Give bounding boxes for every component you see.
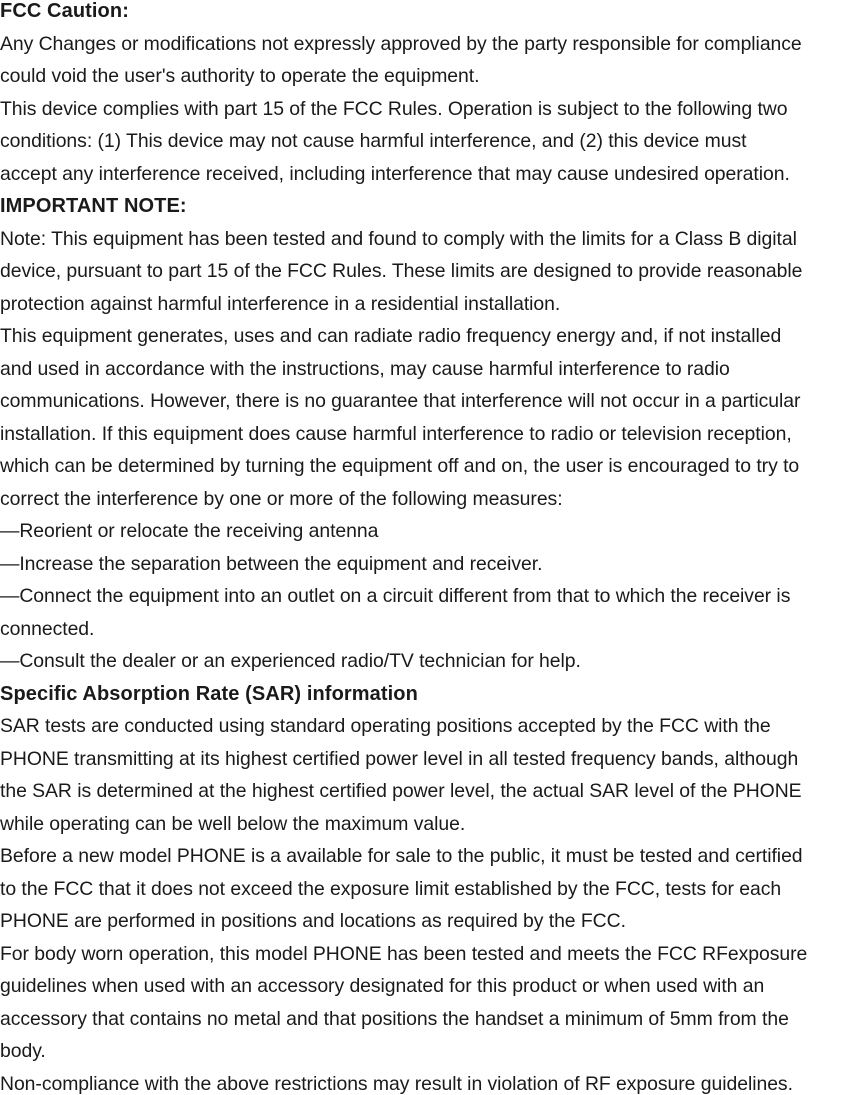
- sar-line: PHONE transmitting at its highest certified power level in all tested frequency bands, although: [0, 748, 799, 770]
- measure-item: —Increase the separation between the equipment and receiver.: [0, 553, 543, 575]
- measure-item: —Connect the equipment into an outlet on a circuit different from that to which the receiver is: [0, 585, 791, 607]
- important-note-line: correct the interference by one or more of the following measures:: [0, 488, 563, 510]
- sar-line: guidelines when used with an accessory designated for this product or when used with an: [0, 975, 765, 997]
- sar-line: Non-compliance with the above restrictions may result in violation of RF exposure guidelines.: [0, 1073, 793, 1095]
- important-note-line: and used in accordance with the instructions, may cause harmful interference to radio: [0, 358, 730, 380]
- fcc-caution-line: This device complies with part 15 of the FCC Rules. Operation is subject to the following two: [0, 98, 788, 120]
- measure-item: —Consult the dealer or an experienced radio/TV technician for help.: [0, 650, 581, 672]
- important-note-line: Note: This equipment has been tested and found to comply with the limits for a Class B digital: [0, 228, 797, 250]
- sar-line: SAR tests are conducted using standard operating positions accepted by the FCC with the: [0, 715, 771, 737]
- measure-item: —Reorient or relocate the receiving antenna: [0, 520, 379, 542]
- fcc-caution-heading: FCC Caution:: [0, 0, 129, 22]
- sar-line: the SAR is determined at the highest certified power level, the actual SAR level of the PHONE: [0, 780, 802, 802]
- fcc-caution-line: accept any interference received, including interference that may cause undesired operation.: [0, 163, 790, 185]
- sar-line: to the FCC that it does not exceed the exposure limit established by the FCC, tests for each: [0, 878, 782, 900]
- sar-line: accessory that contains no metal and that positions the handset a minimum of 5mm from the: [0, 1008, 789, 1030]
- sar-line: For body worn operation, this model PHONE has been tested and meets the FCC RFexposure: [0, 943, 808, 965]
- important-note-line: installation. If this equipment does cause harmful interference to radio or television reception,: [0, 423, 792, 445]
- important-note-line: which can be determined by turning the equipment off and on, the user is encouraged to try to: [0, 455, 800, 477]
- fcc-caution-line: could void the user's authority to operate the equipment.: [0, 65, 480, 87]
- measure-item: connected.: [0, 618, 95, 640]
- sar-line: body.: [0, 1040, 46, 1062]
- fcc-caution-line: conditions: (1) This device may not cause harmful interference, and (2) this device must: [0, 130, 747, 152]
- important-note-line: protection against harmful interference in a residential installation.: [0, 293, 561, 315]
- sar-line: while operating can be well below the maximum value.: [0, 813, 466, 835]
- sar-line: Before a new model PHONE is a available for sale to the public, it must be tested and certified: [0, 845, 803, 867]
- important-note-line: This equipment generates, uses and can radiate radio frequency energy and, if not installed: [0, 325, 782, 347]
- sar-heading: Specific Absorption Rate (SAR) information: [0, 683, 418, 705]
- fcc-caution-line: Any Changes or modifications not expressly approved by the party responsible for compliance: [0, 33, 802, 55]
- sar-line: PHONE are performed in positions and locations as required by the FCC.: [0, 910, 626, 932]
- important-note-line: communications. However, there is no guarantee that interference will not occur in a particular: [0, 390, 801, 412]
- important-note-line: device, pursuant to part 15 of the FCC Rules. These limits are designed to provide reasonable: [0, 260, 803, 282]
- important-note-heading: IMPORTANT NOTE:: [0, 195, 187, 217]
